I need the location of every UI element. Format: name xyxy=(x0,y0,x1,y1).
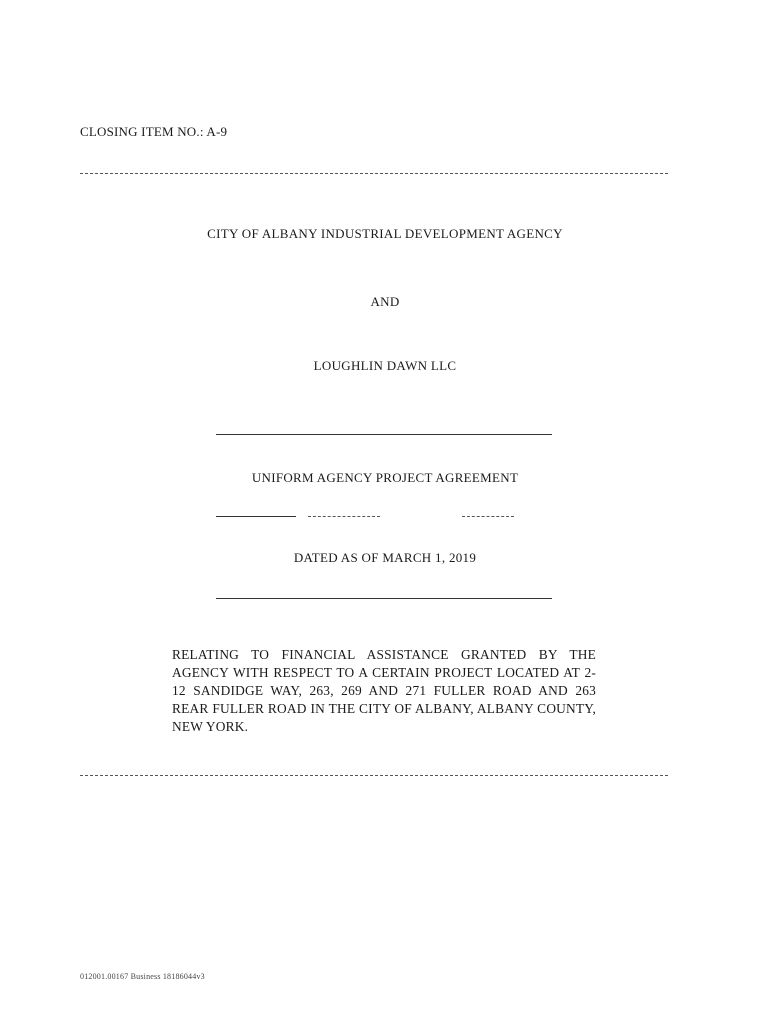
title-lower-rule-right xyxy=(462,516,514,517)
date-lower-rule xyxy=(216,598,552,599)
document-footer-id: 012001.00167 Business 18186044v3 xyxy=(80,972,205,981)
bottom-divider-line xyxy=(80,775,668,776)
party-one-name: CITY OF ALBANY INDUSTRIAL DEVELOPMENT AGENCY xyxy=(207,226,563,241)
closing-item-number: CLOSING ITEM NO.: A-9 xyxy=(80,124,228,139)
conjunction-and: AND xyxy=(370,294,400,309)
relating-paragraph: RELATING TO FINANCIAL ASSISTANCE GRANTED BY THE AGENCY WITH RESPECT TO A CERTAIN PROJECT LOCATED AT 2-12 SANDIDGE WAY, 263, 269 AND 271 FULLER ROAD AND 263 REAR FULLER ROAD IN THE CITY OF ALBANY, ALBANY COUNTY, NEW YORK. xyxy=(172,647,596,734)
party-two-name: LOUGHLIN DAWN LLC xyxy=(313,358,457,373)
top-divider-line xyxy=(80,173,668,174)
title-upper-rule xyxy=(216,434,552,435)
title-lower-rule-left xyxy=(216,516,296,517)
agreement-title: UNIFORM AGENCY PROJECT AGREEMENT xyxy=(251,470,519,485)
agreement-date: DATED AS OF MARCH 1, 2019 xyxy=(293,550,477,565)
title-lower-rule-middle xyxy=(308,516,380,517)
